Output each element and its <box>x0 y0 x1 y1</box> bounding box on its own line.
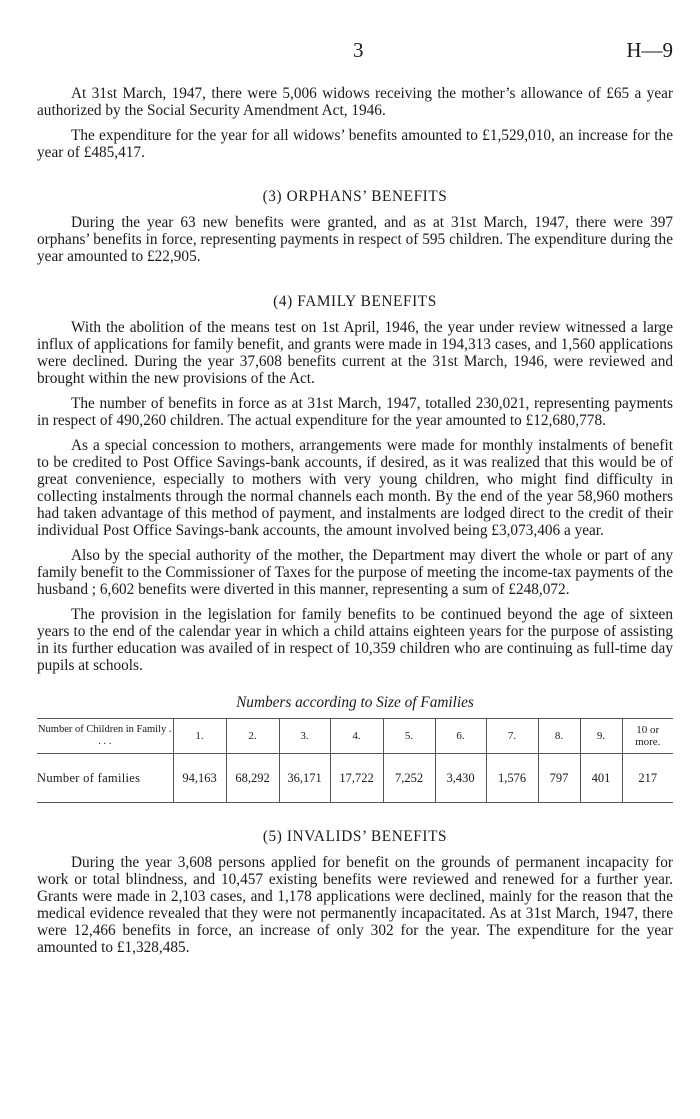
table-header-label: Number of Children in Family . . . . <box>37 719 173 754</box>
table-column-header: 3. <box>279 719 330 754</box>
table-title: Numbers according to Size of Families <box>236 694 474 711</box>
document-page <box>37 0 673 956</box>
family-heading: (4) FAMILY BENEFITS <box>273 293 437 310</box>
table-cell: 7,252 <box>383 754 435 803</box>
table-cell: 94,163 <box>173 754 226 803</box>
table-column-header: 8. <box>538 719 580 754</box>
table-column-header: 6. <box>435 719 486 754</box>
widows-paragraph-2: The expenditure for the year for all widows’ benefits amounted to £1,529,010, an increase for the year of £485,417. <box>37 127 673 161</box>
family-section <box>37 293 673 674</box>
family-paragraph-5: The provision in the legislation for family benefits to be continued beyond the age of sixteen years to the end of the calendar year in which a child attains eighteen years for the purpose of assisting in its further education was availed of in respect of 10,359 children who are continuing as full-time day pupils at schools. <box>37 606 673 674</box>
family-paragraph-1: With the abolition of the means test on 1st April, 1946, the year under review witnessed a large influx of applications for family benefit, and grants were made in 194,313 cases, and 1,560 applications were declined. During the year 37,608 benefits current at the 31st March, 1946, were reviewed and brought within the new provisions of the Act. <box>37 319 673 387</box>
table-row <box>37 754 673 803</box>
widows-paragraph-1: At 31st March, 1947, there were 5,006 widows receiving the mother’s allowance of £65 a year authorized by the Social Security Amendment Act, 1946. <box>37 85 673 119</box>
document-reference: H—9 <box>626 38 673 62</box>
family-size-table-section <box>37 694 673 803</box>
table-cell: 217 <box>622 754 673 803</box>
table-cell: 17,722 <box>330 754 383 803</box>
table-cell: 3,430 <box>435 754 486 803</box>
table-cell: 1,576 <box>486 754 538 803</box>
table-column-header: 5. <box>383 719 435 754</box>
table-column-header: 7. <box>486 719 538 754</box>
table-column-header: 2. <box>226 719 279 754</box>
family-paragraph-3: As a special concession to mothers, arrangements were made for monthly instalments of benefit to be credited to Post Office Savings-bank accounts, if desired, as it was realized that this would be of great convenience, especially to mothers with very young children, who might find difficulty in collecting instalments through the normal channels each month. By the end of the year 58,960 mothers had taken advantage of this method of payment, and instalments are lodged direct to the credit of their individual Post Office Savings-bank accounts, the amount involved being £3,073,406 a year. <box>37 437 673 539</box>
invalids-section <box>37 828 673 956</box>
widows-section <box>37 85 673 161</box>
page-number: 3 <box>353 38 364 62</box>
orphans-paragraph-1: During the year 63 new benefits were granted, and as at 31st March, 1947, there were 397 orphans’ benefits in force, representing payments in respect of 595 children. The expenditure during the year amounted to £22,905. <box>37 214 673 265</box>
table-column-header: 9. <box>580 719 622 754</box>
orphans-section <box>37 188 673 265</box>
table-cell: 36,171 <box>279 754 330 803</box>
table-cell: 797 <box>538 754 580 803</box>
invalids-paragraph-1: During the year 3,608 persons applied for benefit on the grounds of permanent incapacity for work or total blindness, and 10,457 existing benefits were reviewed and renewed for a further year. Grants were made in 2,103 cases, and 1,178 applications were declined, mainly for the reason that the medical evidence revealed that they were not permanently incapacitated. As at 31st March, 1947, there were 12,466 benefits in force, an increase of only 302 for the year. The expenditure for the year amounted to £1,328,485. <box>37 854 673 956</box>
table-cell: 68,292 <box>226 754 279 803</box>
family-paragraph-2: The number of benefits in force as at 31st March, 1947, totalled 230,021, representing payments in respect of 490,260 children. The actual expenditure for the year amounted to £12,680,778. <box>37 395 673 429</box>
table-column-header: 10 or more. <box>622 719 673 754</box>
family-paragraph-4: Also by the special authority of the mother, the Department may divert the whole or part of any family benefit to the Commissioner of Taxes for the purpose of meeting the income-tax payments of the husband ; 6,602 benefits were diverted in this manner, representing a sum of £248,072. <box>37 547 673 598</box>
table-column-header: 1. <box>173 719 226 754</box>
table-row-label: Number of families <box>37 754 173 803</box>
orphans-heading: (3) ORPHANS’ BENEFITS <box>262 188 448 205</box>
table-header-row <box>37 719 673 754</box>
table-cell: 401 <box>580 754 622 803</box>
page-header <box>37 0 673 70</box>
invalids-heading: (5) INVALIDS’ BENEFITS <box>262 828 448 845</box>
family-size-table <box>37 718 673 803</box>
table-column-header: 4. <box>330 719 383 754</box>
